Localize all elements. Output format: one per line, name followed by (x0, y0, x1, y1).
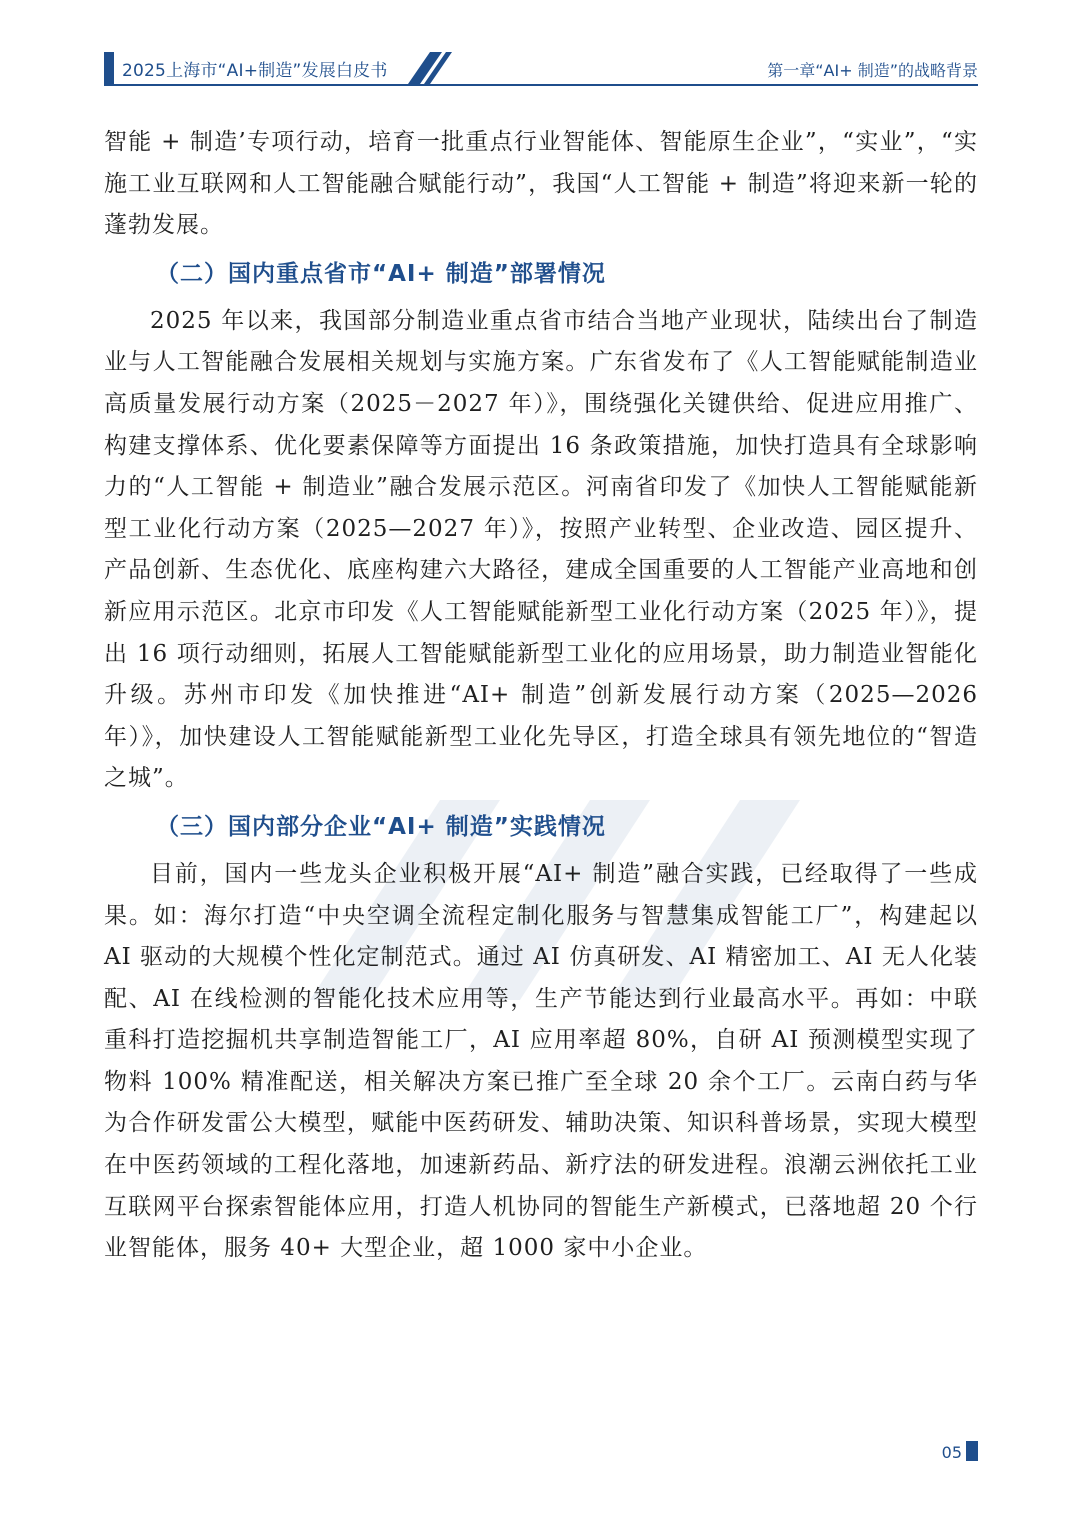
section-heading-3: （三）国内部分企业“AI+ 制造”实践情况 (156, 813, 606, 840)
document-title: 2025上海市“AI+制造”发展白皮书 (122, 61, 388, 81)
page-header (104, 52, 978, 86)
intro-paragraph: 智能 + 制造’专项行动，培育一批重点行业智能体、智能原生企业”，“实业”，“实施工业互联网和人工智能融合赋能行动”，我国“人工智能 + 制造”将迎来新一轮的蓬勃发展。 (104, 129, 978, 239)
chapter-title: 第一章“AI+ 制造”的战略背景 (767, 61, 978, 80)
header-slash-decoration (394, 52, 454, 86)
header-accent-block (104, 52, 114, 84)
section-3-paragraph: 目前，国内一些龙头企业积极开展“AI+ 制造”融合实践，已经取得了一些成果。如：海尔打造“中央空调全流程定制化服务与智慧集成智能工厂”，构建起以 AI 驱动的大规模个性化定制范式。通过 AI 仿真研发、AI 精密加工、AI 无人化装配、AI 在线检测的智能化技术应用等，生产节能达到行业最高水平。再如：中联重科打造挖掘机共享制造智能工厂，AI 应用率超 80%，自研 AI 预测模型实现了物料 100% 精准配送，相关解决方案已推广至全球 20 余个工厂。云南白药与华为合作研发雷公大模型，赋能中医药研发、辅助决策、知识科普场景，实现大模型在中医药领域的工程化落地，加速新药品、新疗法的研发进程。浪潮云洲依托工业互联网平台探索智能体应用，打造人机协同的智能生产新模式，已落地超 20 个行业智能体，服务 40+ 大型企业，超 1000 家中小企业。 (104, 860, 978, 1262)
header-rule (104, 84, 978, 86)
section-2-paragraph: 2025 年以来，我国部分制造业重点省市结合当地产业现状，陆续出台了制造业与人工智能融合发展相关规划与实施方案。广东省发布了《人工智能赋能制造业高质量发展行动方案（2025－2027 年）》，围绕强化关键供给、促进应用推广、构建支撑体系、优化要素保障等方面提出 16 条政策措施，加快打造具有全球影响力的“人工智能 + 制造业”融合发展示范区。河南省印发了《加快人工智能赋能新型工业化行动方案（2025—2027 年）》，按照产业转型、企业改造、园区提升、产品创新、生态优化、底座构建六大路径，建成全国重要的人工智能产业高地和创新应用示范区。北京市印发《人工智能赋能新型工业化行动方案（2025 年）》，提出 16 项行动细则，拓展人工智能赋能新型工业化的应用场景，助力制造业智能化升级。苏州市印发《加快推进“AI+ 制造”创新发展行动方案（2025—2026 年）》，加快建设人工智能赋能新型工业化先导区，打造全球具有领先地位的“智造之城”。 (104, 307, 978, 792)
page-number: 05 (941, 1443, 962, 1462)
section-heading-2: （二）国内重点省市“AI+ 制造”部署情况 (156, 260, 606, 287)
page-content (104, 122, 978, 1270)
page-number-marker (966, 1441, 978, 1461)
